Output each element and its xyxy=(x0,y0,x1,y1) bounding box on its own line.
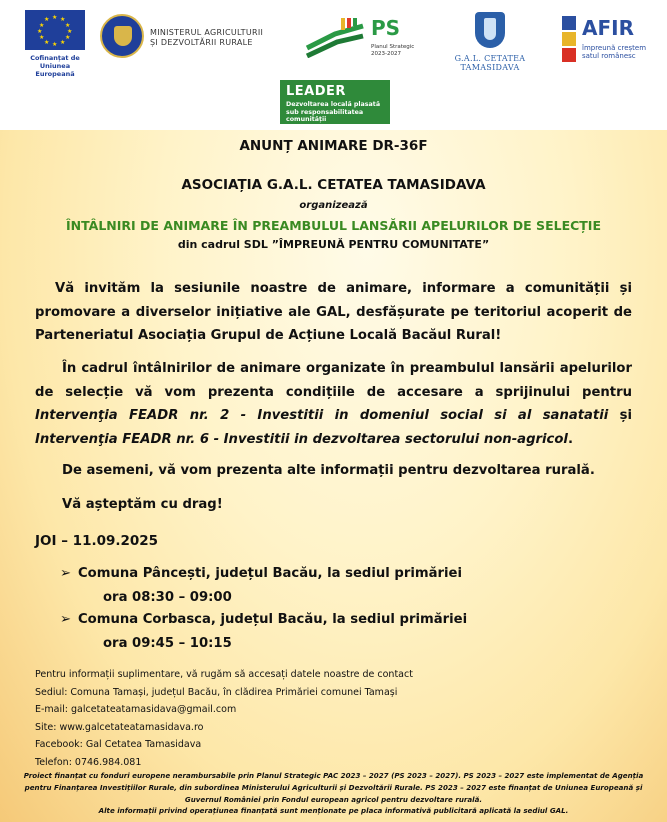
intervention-2: Intervenţia FEADR nr. 2 - Investitii in domeniul social si al sanatatii xyxy=(35,408,609,423)
ps-field-icon xyxy=(305,18,365,58)
session-2 xyxy=(60,612,467,627)
event-title: ÎNTÂLNIRI DE ANIMARE ÎN PREAMBULUL LANSĂRII APELURILOR DE SELECȚIE xyxy=(66,218,601,233)
logo-band xyxy=(0,0,667,130)
government-seal-icon xyxy=(100,14,144,58)
session-1-place: Comuna Pâncești, județul Bacău, la sediul primăriei xyxy=(78,566,462,581)
gal-logo xyxy=(432,12,548,72)
eu-cofinanced-text: Cofinanțat de Uniunea Europeană xyxy=(30,54,80,78)
arrow-bullet-icon: ➢ xyxy=(60,566,72,581)
ministry-logo xyxy=(100,14,300,60)
session-1 xyxy=(60,566,462,581)
eu-flag-icon: ★ ★ ★ ★ ★ ★ ★ ★ ★ ★ ★ ★ xyxy=(25,10,85,50)
details-end: . xyxy=(567,431,573,447)
afir-logo xyxy=(560,14,664,66)
invitation-paragraph: Vă invităm la sesiunile noastre de animare, informare a comunității și promovare a diverselor inițiative ale GAL, desfășurate pe teritoriul acoperit de Parteneriatul Asociația Grupul de Acțiune Locală Bacăul Rural! xyxy=(35,281,632,343)
gal-name: G.A.L. CETATEA TAMASIDAVA xyxy=(454,54,526,72)
ministry-name-line1: MINISTERUL AGRICULTURII xyxy=(150,28,264,37)
ps-sub-line2: 2023-2027 xyxy=(371,51,401,57)
ps-sub-line1: Planul Strategic xyxy=(371,44,415,50)
intervention-6: Intervenţia FEADR nr. 6 - Investitii in dezvoltarea sectorului non-agricol xyxy=(35,431,568,447)
contact-email[interactable]: E-mail: galcetateatamasidava@gmail.com xyxy=(35,704,237,716)
welcome-line: Vă așteptăm cu drag! xyxy=(62,497,223,512)
session-2-time: ora 09:45 – 10:15 xyxy=(103,636,232,651)
event-date: JOI – 11.09.2025 xyxy=(35,533,159,549)
details-and: și xyxy=(608,408,632,423)
announcement-title: ANUNȚ ANIMARE DR-36F xyxy=(239,138,428,154)
funding-statement: Proiect finanțat cu fonduri europene nerambursabile prin Planul Strategic PAC 2023 – 2027 (PS 2023 – 2027). PS 2023 – 2027 este implementat de Agenția pentru Finanțarea Investițiilor Rurale, din subordinea Ministerului Agriculturii și Dezvoltării Rurale. PS 2023 – 2027 este finanțat de Uniunea Europeană și Guvernul României prin Fondul european agricol pentru dezvoltare rurală. xyxy=(23,771,644,804)
ps-logo xyxy=(305,14,425,64)
afir-sub-line1: împreună creștem xyxy=(582,44,647,52)
other-info-line: De asemeni, vă vom prezenta alte informații pentru dezvoltarea rurală. xyxy=(62,463,595,478)
contact-address: Sediul: Comuna Tamași, județul Bacău, în clădirea Primăriei comunei Tamași xyxy=(35,686,398,698)
contact-intro: Pentru informații suplimentare, vă rugăm să accesați datele noastre de contact xyxy=(35,669,413,680)
leader-title: LEADER xyxy=(286,84,346,99)
session-2-place: Comuna Corbasca, județul Bacău, la sediul primăriei xyxy=(78,612,468,627)
afir-title: AFIR xyxy=(582,16,634,40)
ministry-name-line2: ȘI DEZVOLTĂRII RURALE xyxy=(150,38,253,47)
details-paragraph xyxy=(35,357,632,451)
framework-subtitle: din cadrul SDL ”ÎMPREUNĂ PENTRU COMUNITATE” xyxy=(177,238,490,251)
eu-logo xyxy=(22,10,88,78)
contact-block xyxy=(35,666,413,772)
contact-facebook[interactable]: Facebook: Gal Cetatea Tamasidava xyxy=(35,739,202,751)
organizes-label: organizează xyxy=(299,200,368,211)
shield-icon xyxy=(475,12,505,48)
organization-name: ASOCIAȚIA G.A.L. CETATEA TAMASIDAVA xyxy=(181,177,486,193)
arrow-bullet-icon: ➢ xyxy=(60,612,72,627)
afir-sub-line2: satul românesc xyxy=(582,52,636,60)
contact-phone: Telefon: 0746.984.081 xyxy=(35,756,142,768)
leader-subtitle: Dezvoltarea locală plasată sub responsabilitatea comunității xyxy=(286,101,381,123)
details-intro: În cadrul întâlnirilor de animare organizate în preambulul lansării apelurilor de selecție vă vom prezenta condițiile de accesare a sprijinului pentru xyxy=(35,361,632,400)
funding-footer xyxy=(20,770,647,817)
session-1-time: ora 08:30 – 09:00 xyxy=(103,590,232,605)
info-plaque-note: Alte informații privind operațiunea finanțată sunt menționate pe placa informativă publicitară aplicată la sediul GAL. xyxy=(98,806,569,816)
afir-emblem-icon xyxy=(560,14,578,64)
leader-logo xyxy=(280,80,390,124)
ps-title: PS xyxy=(371,16,401,40)
contact-site[interactable]: Site: www.galcetateatamasidava.ro xyxy=(35,721,204,733)
